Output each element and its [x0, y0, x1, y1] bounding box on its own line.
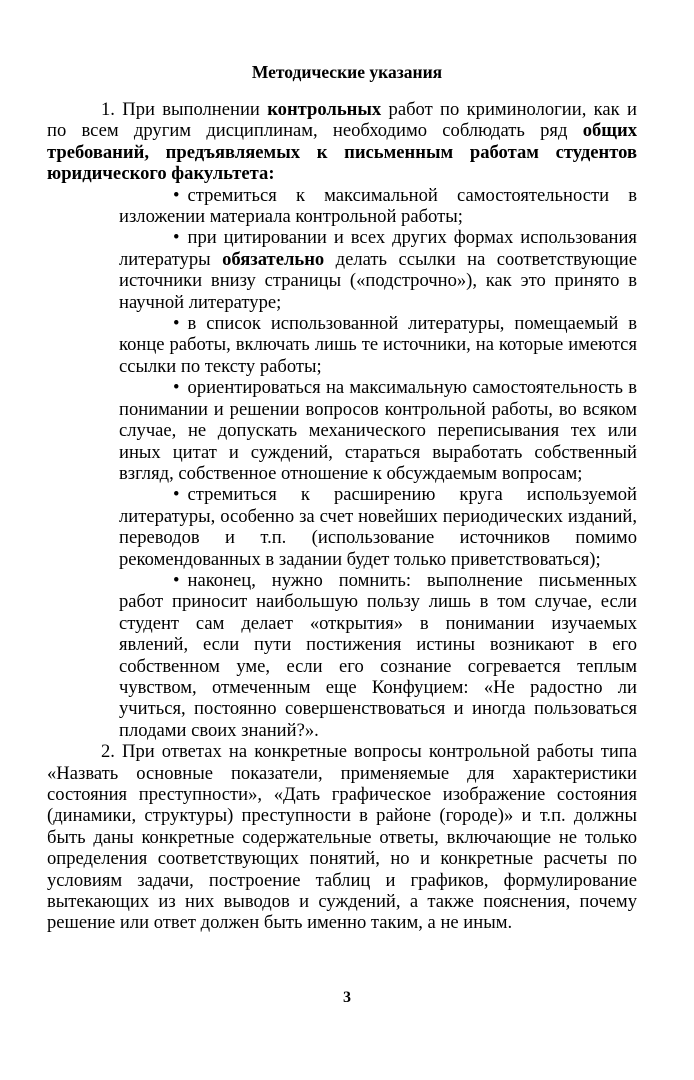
bullet-icon: • — [173, 313, 180, 335]
list-item-text: стремиться к расширению круга используемой литературы, особенно за счет новейших периодических изданий, переводов и т.п. (использование источников помимо рекомендованных в задании будет только приветствоваться); — [119, 484, 637, 570]
bullet-icon: • — [173, 484, 180, 506]
list-item-text: наконец, нужно помнить: выполнение письменных работ приносит наибольшую пользу лишь в том случае, если студент сам делает «открытия» в понимании изучаемых явлений, если пути постижения истины возникают в его собственном уме, если его сознание согревается теплым чувством, отмеченным еще Конфуцием: «Не радостно ли учиться, постоянно совершенствоваться и иногда пользоваться плодами своих знаний?». — [119, 569, 637, 741]
paragraph-1 — [47, 99, 637, 185]
list-item-text: в список использованной литературы, помещаемый в конце работы, включать лишь те источники, на которые имеются ссылки по тексту работы; — [119, 313, 637, 377]
list-item — [119, 313, 637, 377]
requirements-list — [47, 185, 637, 742]
list-item-text-after: делать ссылки на соответствующие источники внизу страницы («подстрочно»), как это принято в научной литературе; — [119, 248, 637, 313]
paragraph-1-lead: 1. При выполнении — [101, 99, 268, 120]
document-title: Методические указания — [251, 62, 443, 82]
paragraph-1-bold-tail: общих требований, предъявляемых к письменным работам студентов юридического факультета: — [47, 120, 637, 185]
list-item — [119, 570, 637, 741]
list-item-bold: обязательно — [222, 248, 325, 270]
bullet-icon: • — [173, 227, 180, 249]
paragraph-1-bold-word: контрольных — [267, 99, 382, 120]
list-item — [119, 377, 637, 484]
document-body — [47, 99, 637, 934]
list-item-text: стремиться к максимальной самостоятельности в изложении материала контрольной работы; — [119, 184, 637, 228]
list-item — [119, 227, 637, 313]
list-item — [119, 484, 637, 570]
paragraph-2: 2. При ответах на конкретные вопросы контрольной работы типа «Назвать основные показатели, применяемые для характеристики состояния преступности», «Дать графическое изображение состояния (динамики, структуры) преступности в районе (городе)» и т.п. должны быть даны конкретные содержательные ответы, включающие не только определения соответствующих понятий, но и конкретные расчеты по условиям задачи, построение таблиц и графиков, формулирование вытекающих из них выводов и суждений, а также пояснения, почему решение или ответ должен быть именно таким, а не иным. — [47, 741, 637, 934]
page-number: 3 — [343, 989, 351, 1006]
list-item-text: ориентироваться на максимальную самостоятельность в понимании и решении вопросов контрольной работы, во всяком случае, не допускать механического переписывания тех или иных цитат и суждений, стараться выработать собственный взгляд, собственное отношение к обсуждаемым вопросам; — [119, 377, 637, 484]
list-item-text-before: при цитировании и всех других формах использования литературы — [119, 227, 637, 270]
bullet-icon: • — [173, 184, 180, 206]
paragraph-1-middle: работ по криминологии, как и по всем другим дисциплинам, необходимо соблюдать ряд — [47, 99, 637, 142]
list-item — [119, 185, 637, 228]
bullet-icon: • — [173, 377, 180, 399]
bullet-icon: • — [173, 569, 180, 591]
